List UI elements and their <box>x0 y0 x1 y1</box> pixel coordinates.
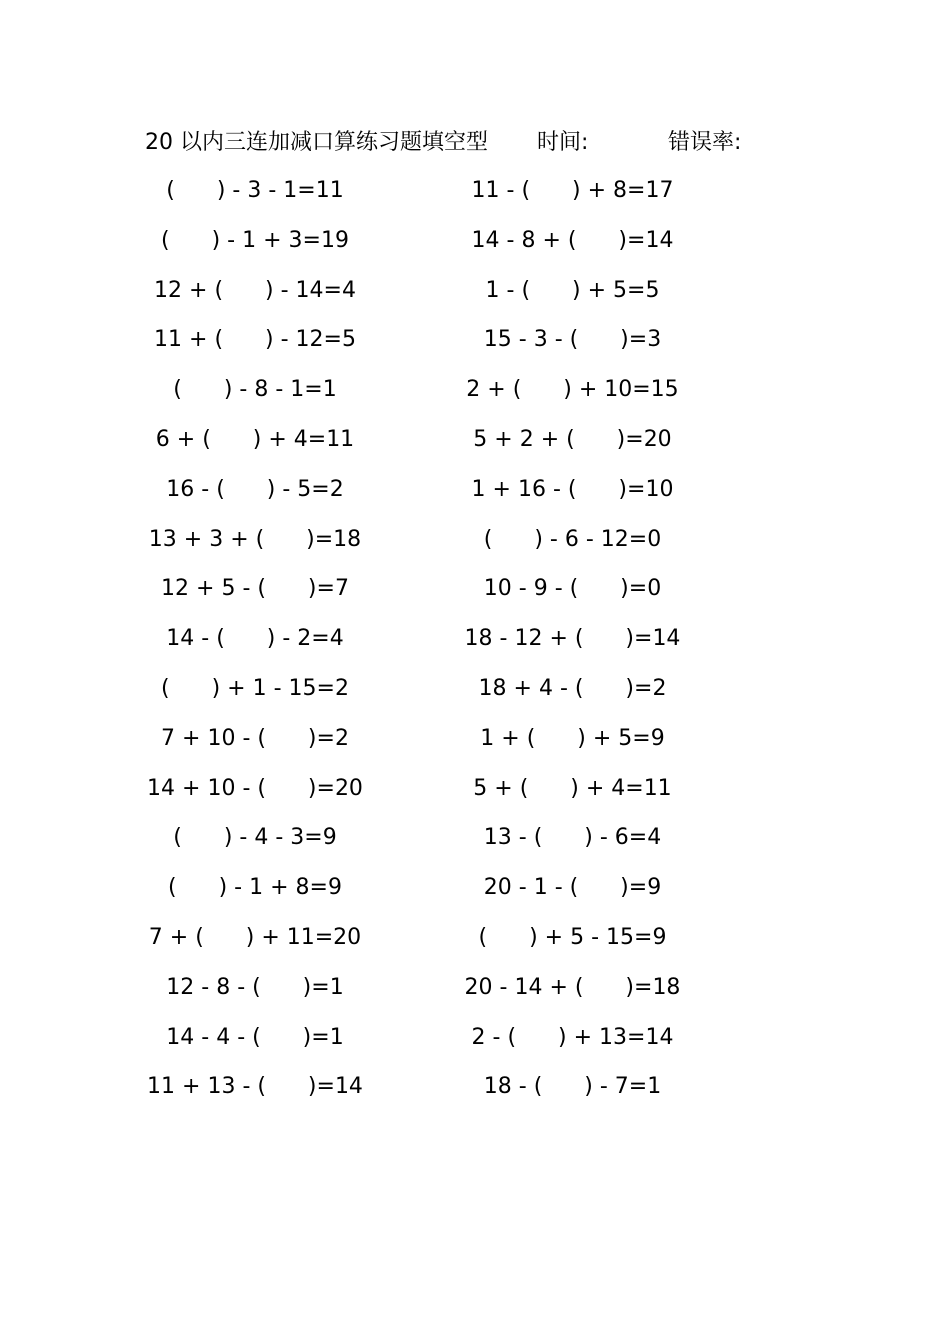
left-problem-18: 14 - 4 - ( )=1 <box>166 1024 344 1050</box>
worksheet-header <box>145 127 795 159</box>
left-problem-3: 12 + ( ) - 14=4 <box>154 277 356 303</box>
left-problem-13: 14 + 10 - ( )=20 <box>147 775 363 801</box>
right-problem-12: 1 + ( ) + 5=9 <box>480 725 665 751</box>
right-problem-18: 2 - ( ) + 13=14 <box>471 1024 674 1050</box>
time-label: 时间: <box>537 130 589 155</box>
left-problem-10: 14 - ( ) - 2=4 <box>166 626 344 652</box>
right-problem-16: ( ) + 5 - 15=9 <box>478 924 667 950</box>
left-problem-2: ( ) - 1 + 3=19 <box>161 227 349 253</box>
left-problem-column <box>140 174 370 1120</box>
left-problem-9: 12 + 5 - ( )=7 <box>161 576 349 602</box>
left-problem-17: 12 - 8 - ( )=1 <box>166 974 344 1000</box>
right-problem-17: 20 - 14 + ( )=18 <box>464 974 681 1000</box>
left-problem-6: 6 + ( ) + 4=11 <box>155 426 355 452</box>
right-problem-14: 13 - ( ) - 6=4 <box>483 825 662 851</box>
left-problem-7: 16 - ( ) - 5=2 <box>166 476 344 502</box>
right-problem-11: 18 + 4 - ( )=2 <box>478 675 667 701</box>
left-problem-14: ( ) - 4 - 3=9 <box>173 825 337 851</box>
left-problem-12: 7 + 10 - ( )=2 <box>161 725 349 751</box>
left-problem-11: ( ) + 1 - 15=2 <box>161 675 349 701</box>
right-problem-2: 14 - 8 + ( )=14 <box>471 227 674 253</box>
left-problem-16: 7 + ( ) + 11=20 <box>148 924 362 950</box>
left-problem-1: ( ) - 3 - 1=11 <box>166 178 344 203</box>
right-problem-13: 5 + ( ) + 4=11 <box>473 775 672 801</box>
left-problem-19: 11 + 13 - ( )=14 <box>147 1074 363 1100</box>
right-problem-column <box>455 174 690 1120</box>
worksheet-title: 20 以内三连加减口算练习题填空型 <box>145 130 488 155</box>
right-problem-10: 18 - 12 + ( )=14 <box>464 626 681 652</box>
left-problem-15: ( ) - 1 + 8=9 <box>168 875 342 901</box>
right-problem-9: 10 - 9 - ( )=0 <box>483 576 662 602</box>
right-problem-15: 20 - 1 - ( )=9 <box>483 875 662 901</box>
right-problem-8: ( ) - 6 - 12=0 <box>483 526 662 552</box>
error-rate-label: 错误率: <box>668 130 742 155</box>
right-problem-1: 11 - ( ) + 8=17 <box>471 178 674 203</box>
right-problem-19: 18 - ( ) - 7=1 <box>483 1074 662 1100</box>
left-problem-8: 13 + 3 + ( )=18 <box>148 526 362 552</box>
right-problem-4: 15 - 3 - ( )=3 <box>483 327 662 353</box>
left-problem-5: ( ) - 8 - 1=1 <box>173 377 337 403</box>
right-problem-5: 2 + ( ) + 10=15 <box>466 377 679 403</box>
right-problem-3: 1 - ( ) + 5=5 <box>485 277 660 303</box>
right-problem-6: 5 + 2 + ( )=20 <box>473 426 672 452</box>
right-problem-7: 1 + 16 - ( )=10 <box>471 476 674 502</box>
left-problem-4: 11 + ( ) - 12=5 <box>154 327 356 353</box>
